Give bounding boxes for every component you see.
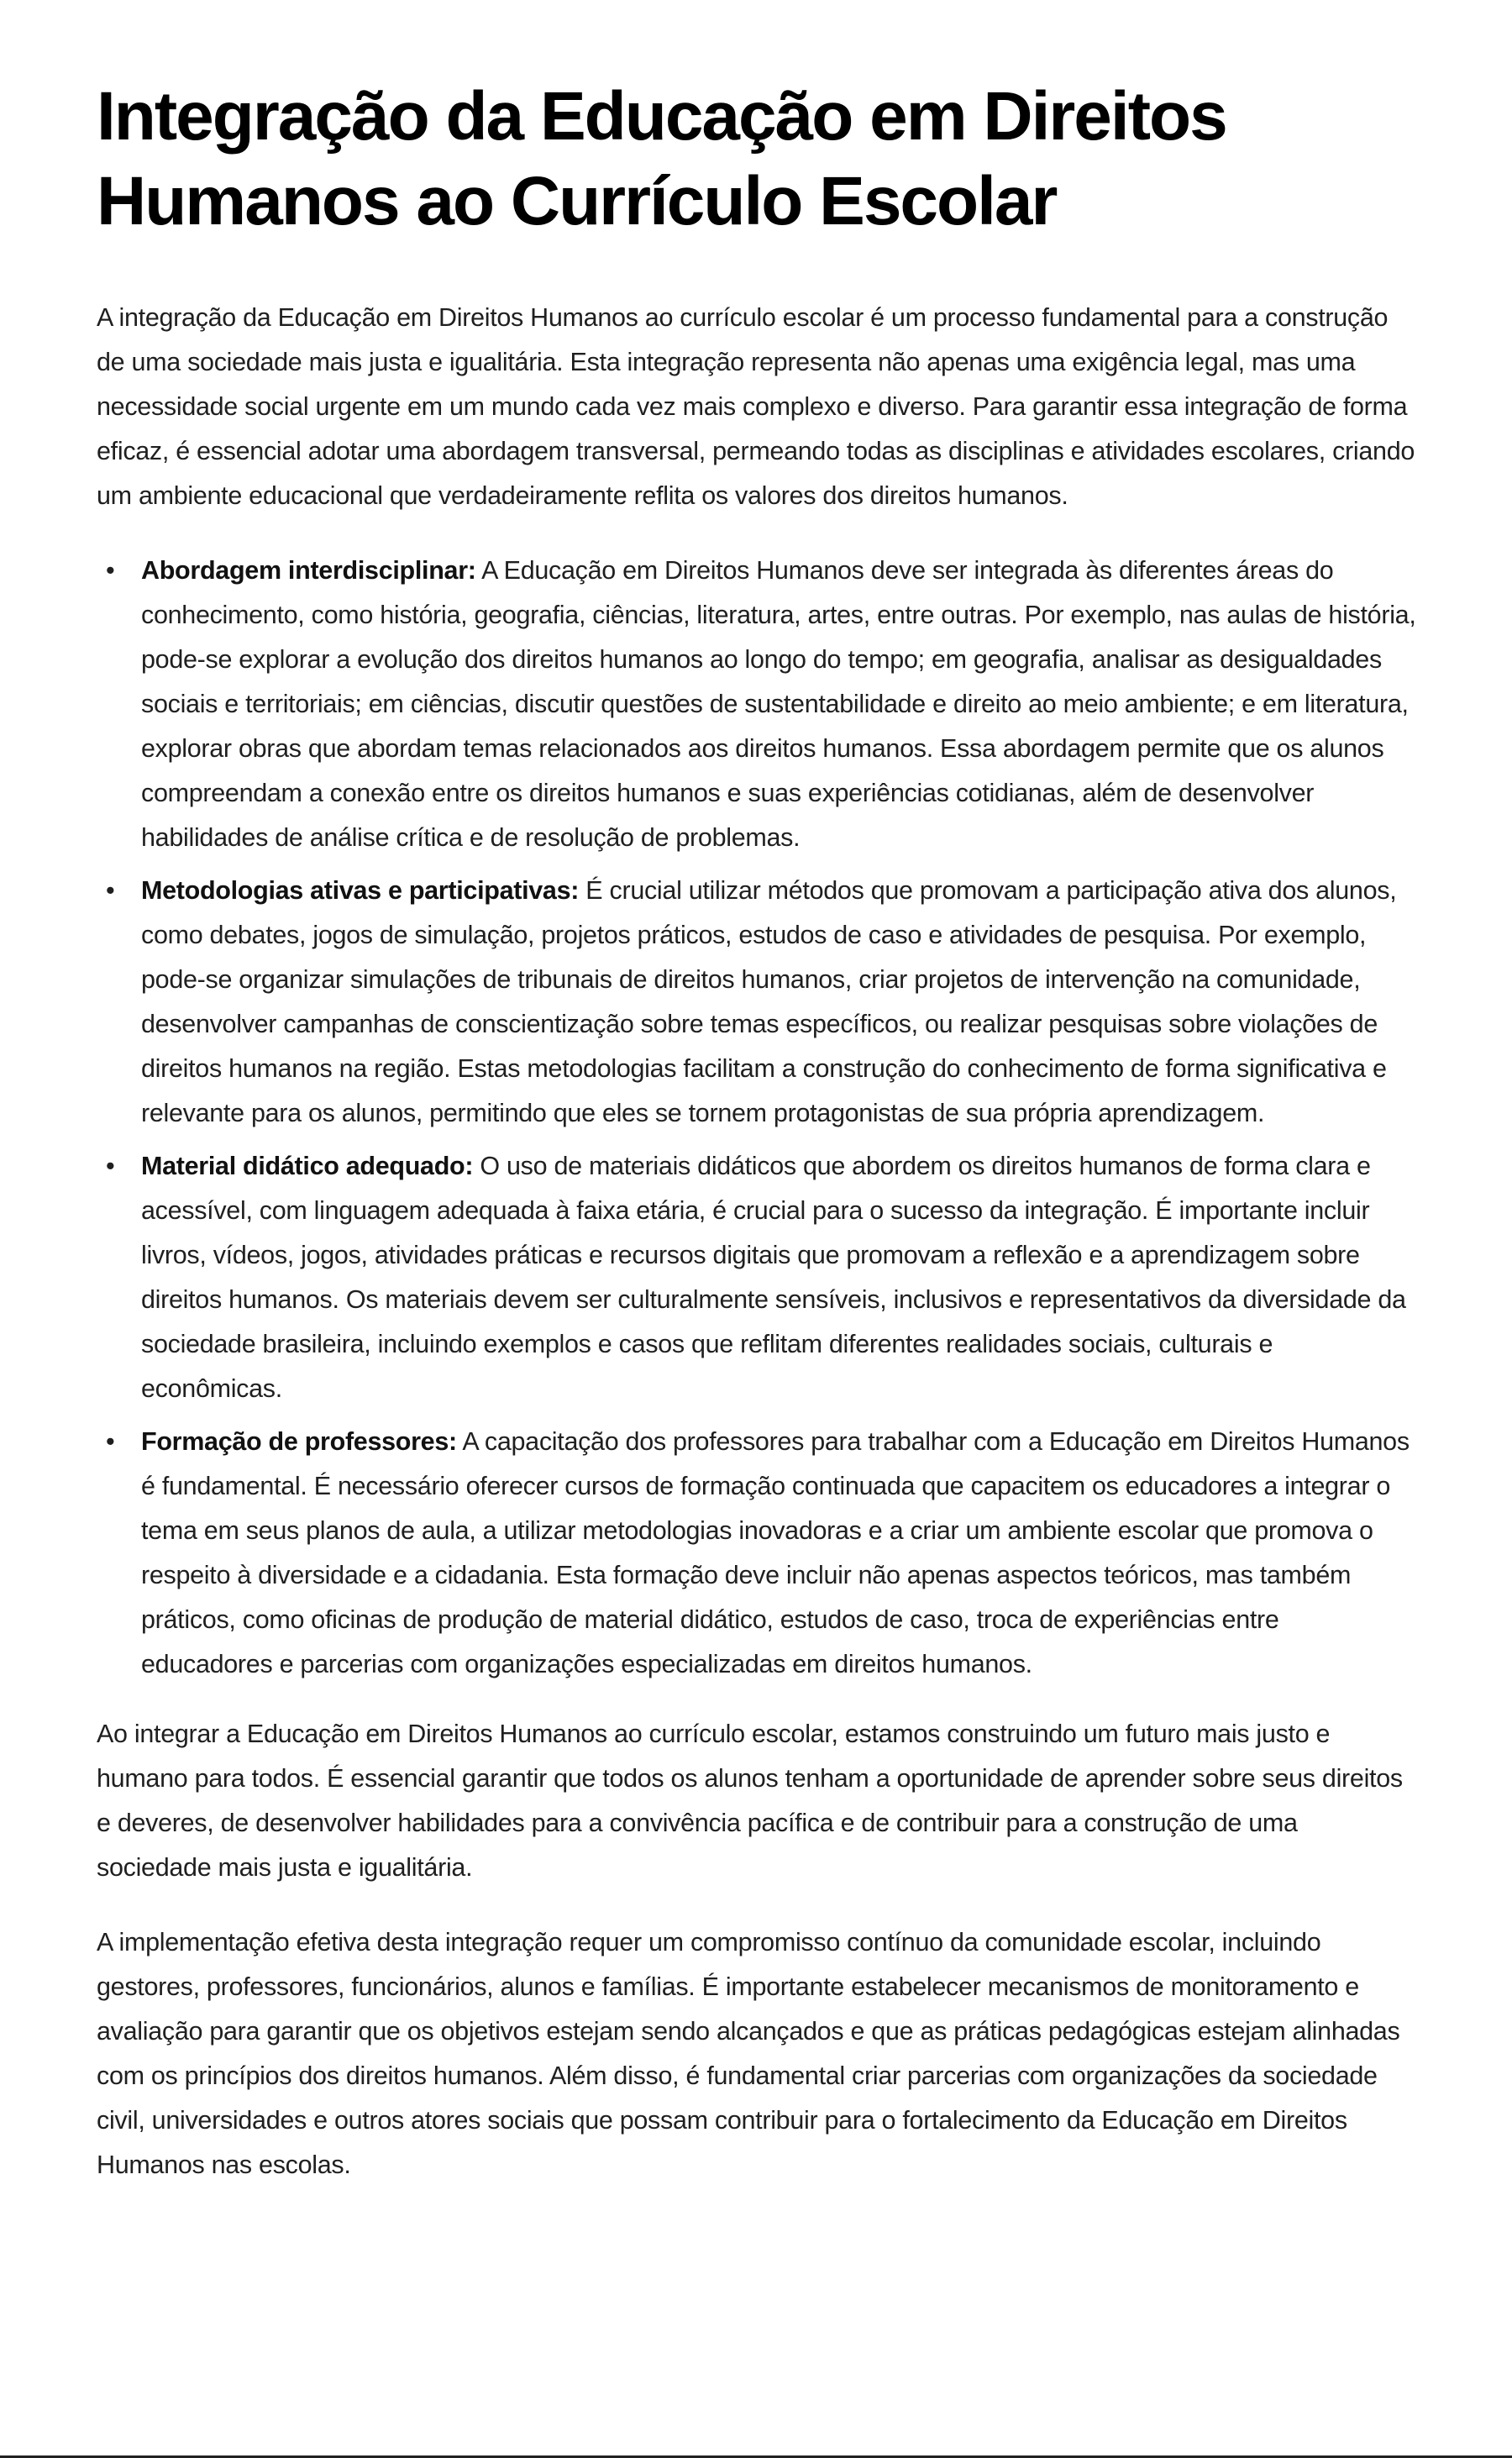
list-item-term: Metodologias ativas e participativas: [141,876,580,905]
list-item-term: Material didático adequado: [141,1152,474,1180]
strategy-list [97,549,1417,1687]
bullet-icon: • [106,876,115,905]
list-item-text: O uso de materiais didáticos que abordem os direitos humanos de forma clara e acessível, com linguagem adequada à faixa etária, é crucial para o sucesso da integração. É importante incluir livros, vídeos, jogos, atividades práticas e recursos digitais que promovam a reflexão e a aprendizagem sobre direitos humanos. Os materiais devem ser culturalmente sensíveis, inclusivos e representativos da diversidade da sociedade brasileira, incluindo exemplos e casos que reflitam diferentes realidades sociais, culturais e econômicas. [141,1152,1406,1403]
bullet-icon: • [106,1152,115,1180]
page-title: Integração da Educação em Direitos Humanos ao Currículo Escolar [97,78,1226,239]
list-item-term: Abordagem interdisciplinar: [141,556,476,585]
list-item [106,549,1417,860]
list-item-text: A Educação em Direitos Humanos deve ser integrada às diferentes áreas do conhecimento, como história, geografia, ciências, literatura, artes, entre outras. Por exemplo, nas aulas de história, pode-se explorar a evolução dos direitos humanos ao longo do tempo; em geografia, analisar as desigualdades sociais e territoriais; em ciências, discutir questões de sustentabilidade e direito ao meio ambiente; e em literatura, explorar obras que abordam temas relacionados aos direitos humanos. Essa abordagem permite que os alunos compreendam a conexão entre os direitos humanos e suas experiências cotidianas, além de desenvolver habilidades de análise crítica e de resolução de problemas. [141,556,1416,852]
list-item [106,869,1417,1136]
bullet-icon: • [106,1427,115,1456]
bullet-icon: • [106,556,115,585]
intro-paragraph: A integração da Educação em Direitos Humanos ao currículo escolar é um processo fundamental para a construção de uma sociedade mais justa e igualitária. Esta integração representa não apenas uma exigência legal, mas uma necessidade social urgente em um mundo cada vez mais complexo e diverso. Para garantir essa integração de forma eficaz, é essencial adotar uma abordagem transversal, permeando todas as disciplinas e atividades escolares, criando um ambiente educacional que verdadeiramente reflita os valores dos direitos humanos. [97,303,1415,510]
list-item-text: É crucial utilizar métodos que promovam a participação ativa dos alunos, como debates, jogos de simulação, projetos práticos, estudos de caso e atividades de pesquisa. Por exemplo, pode-se organizar simulações de tribunais de direitos humanos, criar projetos de intervenção na comunidade, desenvolver campanhas de conscientização sobre temas específicos, ou realizar pesquisas sobre violações de direitos humanos na região. Estas metodologias facilitam a construção do conhecimento de forma significativa e relevante para os alunos, permitindo que eles se tornem protagonistas de sua própria aprendizagem. [141,876,1397,1127]
closing-paragraph: A implementação efetiva desta integração requer um compromisso contínuo da comunidade escolar, incluindo gestores, professores, funcionários, alunos e famílias. É importante estabelecer mecanismos de monitoramento e avaliação para garantir que os objetivos estejam sendo alcançados e que as práticas pedagógicas estejam alinhadas com os princípios dos direitos humanos. Além disso, é fundamental criar parcerias com organizações da sociedade civil, universidades e outros atores sociais que possam contribuir para o fortalecimento da Educação em Direitos Humanos nas escolas. [97,1928,1400,2179]
list-item-term: Formação de professores: [141,1427,457,1456]
list-item [106,1420,1417,1687]
list-item-text: A capacitação dos professores para trabalhar com a Educação em Direitos Humanos é fundamental. É necessário oferecer cursos de formação continuada que capacitem os educadores a integrar o tema em seus planos de aula, a utilizar metodologias inovadoras e a criar um ambiente escolar que promova o respeito à diversidade e a cidadania. Esta formação deve incluir não apenas aspectos teóricos, mas também práticos, como oficinas de produção de material didático, estudos de caso, troca de experiências entre educadores e parcerias com organizações especializadas em direitos humanos. [141,1427,1410,1678]
list-item [106,1144,1417,1411]
article [97,74,1417,2188]
conclusion-paragraph: Ao integrar a Educação em Direitos Humanos ao currículo escolar, estamos construindo um futuro mais justo e humano para todos. É essencial garantir que todos os alunos tenham a oportunidade de aprender sobre seus direitos e deveres, de desenvolver habilidades para a convivência pacífica e de contribuir para a construção de uma sociedade mais justa e igualitária. [97,1720,1403,1882]
